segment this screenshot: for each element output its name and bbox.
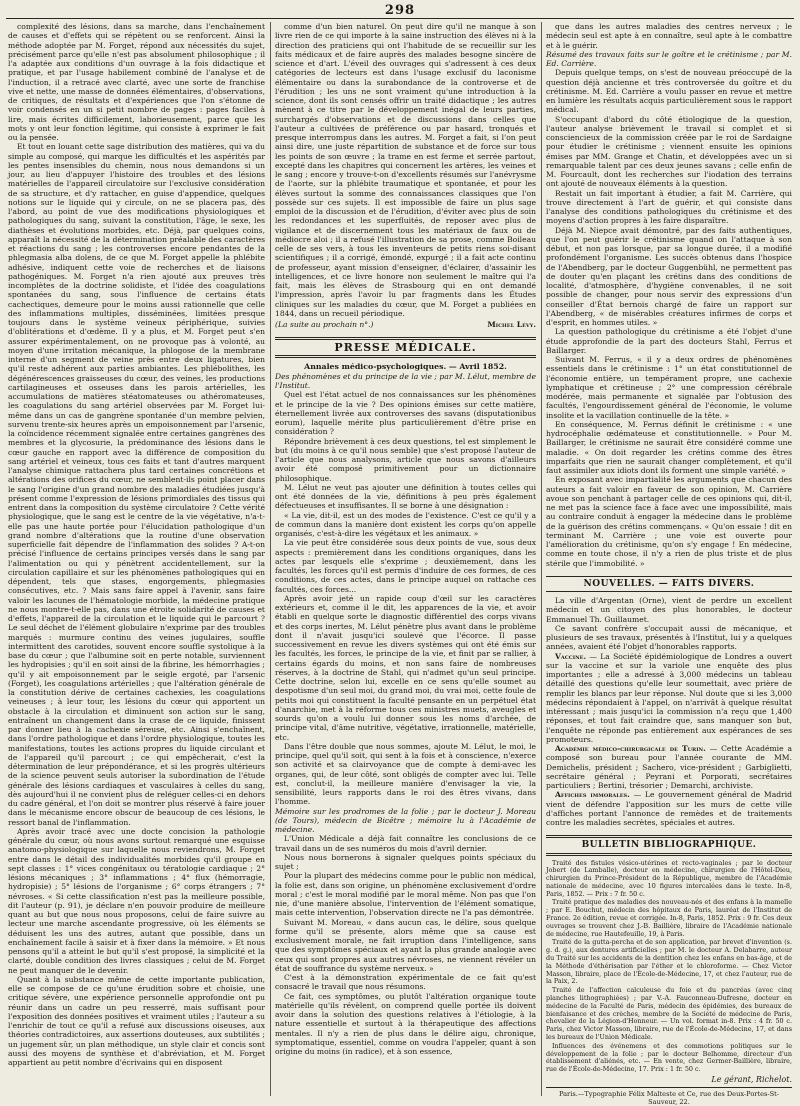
section-title-presse: PRESSE MÉDICALE. xyxy=(275,337,536,357)
paragraph: que dans les autres maladies des centres nerveux ; le médecin seul est apte à en connaître, seul apte à le combattre et à le guérir. xyxy=(546,22,792,50)
news-heading: Académie médico-chirurgicale de Turin. xyxy=(555,744,706,753)
column-divider xyxy=(270,22,271,1096)
news-text: — Cette Académie a composé son bureau pour l'année courante de MM. Demichelis, président ; Sachero, vice-président ; Garbiglietti, secrétaire général ; Peyrani et Porporati, secrétaires particuliers ; Bertini, trésorier ; Demarchi, archiviste. xyxy=(546,744,792,790)
paragraph: Ce fait, ces symptômes, ou plutôt l'altération organique toute matérielle qu'ils révèlent, on comprend quelle portée ils doivent avoir dans la solution des questions relatives à l'étiologie, à la nature essentielle et surtout à la thérapeutique des affections mentales. Il n'y a rien de plus dans le délire aigu, chronique, symptomatique, essentiel, comme on voudra l'appeler, quant à son origine du moins (in radice), et à son essence, xyxy=(275,991,536,1056)
news-item-affiches xyxy=(546,790,792,827)
news-text: — La Société épidémiologique de Londres a ouvert sur la vaccine et sur la variole une enquête des plus importantes ; elle a adressé à 3,000 médecins un tableau détaillé des questions qu'elle leur soumettait, avec prière de remplir les blancs par leur réponse. Nul doute que si les 3,000 médecins répondaient à l'appel, on n'arrivât à quelque résultat intéressant ; mais jusqu'ici la commission n'a reçu que 1,400 réponses, et tout fait craindre que, sans manquer son but, l'enquête ne réponde pas entièrement aux espérances de ses promoteurs. xyxy=(546,651,792,744)
paragraph: complexité des lésions, dans sa marche, dans l'enchaînement de causes et d'effets qui se répètent ou se renforcent. Ainsi la méthode adoptée par M. Forget, répond aux nécessités du sujet, précisément parce qu'elle n'est pas absolument philosophique ; il l'a adaptée aux conditions d'un ouvrage à la fois didactique et pratique, et par l'usage habilement combiné de l'analyse et de l'induction, il a retracé avec clarté, avec une sorte de franchise vive et nette, une masse de données élémentaires, d'observations, de critiques, de résultats et d'expériences que l'on s'étonne de voir condensés en un si petit nombre de pages : pages faciles à lire, mais écrites difficilement, laborieusement, parce que les mots y ont leur fonction légitime, qui consiste à exprimer le fait ou la pensée. xyxy=(8,22,265,142)
news-heading: Affiches immorales. xyxy=(555,790,630,800)
author-signature: Michel Lévy. xyxy=(487,320,536,329)
paragraph: Et tout en louant cette sage distribution des matières, qui va du simple au composé, qui marque les difficultés et les aspérités par les pentes insensibles du chemin, nous nous demandons si un jour, au lieu d'appuyer l'histoire des troubles et des lésions matérielles de l'appareil circulatoire sur l'exclusive considération de sa structure, et d'y rattacher, en guise d'appendice, quelques notions sur le liquide qui y circule, on ne se placera pas, dès l'abord, au point de vue des modifications physiologiques et pathologiques du sang, suivant la constitution, l'âge, le sexe, les diathèses et évolutions morbides, etc. Déjà, par quelques coins, apparaît la nécessité de la détermination préalable des caractères et réactions du sang ; les controverses encore pendantes de la phlegmasia alba dolens, de ce que M. Forget appelle la phlébite adhésive, indiquent cette voie de recherches et de liaisons pathogéniques. M. Forget n'a rien ajouté aux preuves très incomplètes de la doctrine solidiste, et l'idée des coagulations spontanées du sang, sous l'influence de certains états cachectiques, demeure pour le moins aussi rationnelle que celle des inflammations multiples, disséminées, limitées presque toujours dans le système veineux périphérique, suivies d'oblitérations et d'œdème. Il y a plus, et M. Forget peut s'en assurer expérimentalement, on ne provoque pas à volonté, au moyen d'une irritation mécanique, la phlogose de la membrane interne d'un segment de veine près entre deux ligatures, bien qu'il reste adhérent aux parties ambiantes. Les phlébolithes, les dégénérescences graisseuses du cœur, des veines, les productions cartilagineuses et osseuses dans les parois artérielles, les accumulations de matières stéatomateuses ou athéromateuses, les coagulations du sang artériel observées par M. Forget lui-même dans un cas de gangrène spontanée d'un membre pelvien, survenu trente-six heures après un empoisonnement par l'arsenic, la coïncidence récemment signalée entre certaines gangrènes des membres et la glycosurie, la prédominance des lésions dans le cœur gauche en rapport avec la différence de composition du sang artériel et veineux, tous ces faits et tant d'autres marquent l'analyse chimique rattachera plus tard certaines concrétions et altérations des orifices du cœur, ne semblent-ils point placer dans le sang l'origine d'un grand nombre des maladies étudiées jusqu'à présent comme l'expression de lésions primordiales des tissus qui entrent dans la composition du système circulatoire ? Cette vérité physiologique, que le sang est le centre de la vie végétative, n'a-t-elle pas une haute portée pour l'élucidation pathologique d'un grand nombre d'altérations que la routine d'une observation superficielle fait dépendre de l'inflammation des solides ? A-t-on précisé l'influence de certains principes versés dans le sang par l'alimentation ou qui y pénètrent accidentellement, sur la circulation capillaire et sur les phénomènes pathologiques qui en dépendent, tels que stases, engorgements, phlegmasies consécutives, etc. ? Mais sans faire appel à l'avenir, sans faire valoir les lacunes de l'hématologie morbide, la médecine pratique ne nous montre-t-elle pas, dans une étroite solidarité de causes et d'effets, l'appareil de la circulation et le liquide qui le parcourt ? Le seul déchet de l'élément globulaire n'exprime par des troubles marqués : murmure continu des veines jugulaires, souffle intermittent des carotides, souvent encore souffle systolique à la base du cœur ; que l'albumine soit en perte notable, surviennent les hydropisies ; qu'il en soit ainsi de la fibrine, les hémorrhagies ; qu'il y ait empoisonnement par le seigle ergoté, par l'arsenic (Forget), les coagulations artérielles ; que l'altération générale de la constitution dérive de certaines cachexies, les coagulations veineuses ; à leur tour, les lésions du cœur qui apportent un obstacle à la circulation et diminuent son action sur le sang, entraînent un changement dans la crase de ce liquide, finissent par donner lieu à la cachexie séreuse, etc. Ainsi s'enchaînent, dans l'ordre pathologique et dans l'ordre physiologique, toutes les manifestations, toutes les actions propres du liquide circulant et de l'appareil qu'il parcourt ; ce qui empêcherait, c'est la détermination de leur prépondérance, et si les progrès ultérieurs de la science peuvent seuls autoriser la subordination de l'étude générale des lésions cardiaques et vasculaires à celles du sang, dès aujourd'hui il ne convient plus de reléguer celles-ci en dehors du cadre général, et l'on doit se montrer plus réservé à faire jouer dans le mécanisme encore obscur de beaucoup de ces lésions, le ressort banal de l'inflammation. xyxy=(8,142,265,827)
bibliography-list xyxy=(546,860,792,1075)
paragraph: Ce savant confrère s'occupait aussi de mécanique, et plusieurs de ses travaux, présentés à l'Institut, lui y a quelques années, avaient été l'objet d'honorables rapports. xyxy=(546,623,792,652)
bibliography-entry: Traité des fistules vésico-utérines et recto-vaginales ; par le docteur Jobert (de Lamballe), docteur en médecine, chirurgien de l'Hôtel-Dieu, chirurgien du Prince-Président de la République, membre de l'Académie nationale de médecine, avec 10 figures intercalées dans le texte. In-8, Paris, 1852. — Prix : 7 fr. 50 c. xyxy=(546,858,792,898)
paragraph: Quant à la substance même de cette importante publication, elle se compose de ce qu'une érudition sobre et choisie, une critique sévère, une expérience personnelle approfondie ont pu réunir dans un cadre un peu resserré, mais suffisant pour l'exposition des données positives et vraiment utiles ; l'auteur a su l'enrichir de tout ce qu'il a refusé aux discussions oiseuses, aux théories contradictoires, aux assertions douteuses, aux subtilités ; un jugement sûr, un plan méthodique, un style clair et concis sont aussi des moyens de synthèse et d'abréviation, et M. Forget appartient au petit nombre d'écrivains qui en disposent xyxy=(8,974,265,1067)
news-heading: Vaccine. xyxy=(555,651,587,661)
bibliography-entry: Traité de la gutta-percha et de son application, par brevet d'invention (s. g. d. g.), aux dentures artificielles ; par M. le docteur A. Delabarre, auteur du Traité sur les accidents de la dentition chez les enfans en bas-âge, et de la Méthode d'éthérisation par l'éther et le chloroforme. — Chez Victor Masson, libraire, place de l'École-de-Médecine, 17, et chez l'auteur, rue de la Paix, 2. xyxy=(546,938,792,986)
paragraph: Depuis quelque temps, on s'est de nouveau préoccupé de la question déjà ancienne et très controversée du goître et du crétinisme. M. Ed. Carrière a voulu passer en revue et mettre en lumière les résultats acquis particulièrement sous le rapport médical. xyxy=(546,68,792,115)
printer-imprint: Paris.—Typographie Félix Malteste et Ce, rue des Deux-Portes-St-Sauveur, 22. xyxy=(558,1090,780,1106)
quotation: « La vie, dit-il, est un des modes de l'existence. C'est ce qu'il y a de commun dans la manière dont existent les corps qu'on appelle organisés, c'est-à-dire les végétaux et les animaux. » xyxy=(275,510,536,538)
news-text: — Le gouvernement général de Madrid vient de défendre l'apposition sur les murs de cette ville d'affiches portant l'annonce de remèdes et de traitements contre les maladies secrètes, spéciales et autres. xyxy=(546,790,793,827)
paragraph: Suivant M. Moreau, « dans aucun cas, le délire, sous quelque forme qu'il se présente, alors même que sa cause est exclusivement morale, ne fait irruption dans l'intelligence, sans que des symptômes spéciaux et ayant la plus grande analogie avec ceux qui sont propres aux autres névroses, ne viennent révéler un état de souffrance du système nerveux. » xyxy=(275,917,536,973)
signature-line xyxy=(275,320,536,329)
paragraph: Pour la plupart des médecins comme pour le public non médical, la folie est, dans son origine, un phénomène exclusivement d'ordre moral ; c'est le moral modifié par le moral même. Non pas que l'on nie, d'une manière absolue, l'intervention de l'élément somatique, mais cette intervention, l'observation directe ne l'a pas démontrée. xyxy=(275,871,536,918)
section-title-nouvelles: NOUVELLES. — FAITS DIVERS. xyxy=(546,576,792,592)
article-title: Résumé des travaux faits sur le goître et le crétinisme ; par M. Ed. Carrière. xyxy=(546,49,792,68)
column-3 xyxy=(546,22,793,1106)
gerant-signature: Le gérant, Richelot. xyxy=(711,1075,792,1085)
paragraph: En conséquence, M. Ferrus définit le crétinisme : « une hydrocéphalie œdémateuse et constitutionnelle. » Pour M. Baillarger, le crétinisme ne saurait être considéré comme une maladie. « On doit regarder les crétins comme des êtres imparfaits que rien ne saurait changer complètement, et qu'il faut assimiler aux idiots dont ils forment une simple variété. » xyxy=(546,419,792,475)
news-item-academie xyxy=(546,744,792,790)
column-1 xyxy=(8,22,265,1096)
continuation-note: (La suite au prochain n°.) xyxy=(275,320,374,329)
header-rule xyxy=(6,18,794,19)
paragraph: La question pathologique du crétinisme a été l'objet d'une étude approfondie de la part des docteurs Stahl, Ferrus et Baillarger. xyxy=(546,327,792,355)
column-divider xyxy=(541,22,542,1096)
article-title: Des phénomènes et du principe de la vie ; par M. Lélut, membre de l'Institut. xyxy=(275,371,536,390)
page-number: 298 xyxy=(384,3,416,18)
paragraph: Dans l'être double que nous sommes, ajoute M. Lélut, le moi, le principe, quel qu'il soit, qui sent à la fois et à conscience, n'exerce son activité et sa clairvoyance que de compte à demi-avec les organes, qui, de leur côté, sont obligés de compter avec lui. Telle est, conclut-il, la meilleure manière d'envisager la vie, la sensibilité, leurs rapports dans le roi des êtres vivans, dans l'homme. xyxy=(275,741,536,807)
bibliography-entry: Influences des événemens et des commotions politiques sur le développement de la folie ; par le docteur Belhomme, directeur d'un établissement d'aliénés, etc. — En vente, chez Germer-Baillière, libraire, rue de l'École-de-Médecine, 17. Prix : 1 fr. 50 c. xyxy=(546,1041,792,1074)
paragraph: Répondre brièvement à ces deux questions, tel est simplement le but (du moins à ce qu'il nous semble) que s'est proposé l'auteur de l'article que nous analysons, article que nous savons d'ailleurs avoir été composé primitivement pour un dictionnaire philosophique. xyxy=(275,436,536,483)
paragraph: Suivant M. Ferrus, « il y a deux ordres de phénomènes essentiels dans le crétinisme : 1° un état constitutionnel de l'économie entière, un tempérament propre, une cachexie lymphatique et crétineuse ; 2° une compression cérébrale modérée, mais permanente et signalée par l'obtusion des facultés, l'engourdissement général de l'économie, le volume insolite et la vacillation continuelle de la tête. » xyxy=(546,355,792,420)
paragraph: Restait un fait important à étudier, a fait M. Carrière, qui trouve directement à l'art de guérir, et qui consiste dans l'analyse des conditions pathologiques du crétinisme et des moyens d'action propres à les faire disparaître. xyxy=(546,188,792,226)
news-item-vaccine xyxy=(546,652,792,745)
paragraph: Après avoir tracé avec une docte concision la pathologie générale du cœur, où nous avons surtout remarqué une esquisse anatomo-physiologique sur laquelle nous reviendrons, M. Forget entre dans le détail des individualités morbides qu'il groupe en sept classes : 1° vices congénitaux ou tératologie cardiaque ; 2° lésions mécaniques ; 3° inflammations ; 4° flux (hémorragie, hydropisie) ; 5° lésions de l'organisme ; 6° corps étrangers ; 7° névroses. « Si cette classification n'est pas la meilleure possible, dit l'auteur (p. 91), je déclare n'en pouvoir produire de meilleure quant au but que nous nous proposons, celui de faire suivre au lecteur une marche ascendante progressive, où les éléments se déduisent les uns des autres, autant que possible, dans un enchaînement facile à saisir et à fixer dans la mémoire. » Et nous pensons qu'il a atteint le but qu'il s'est proposé, la simplicité et la clarté, double condition des livres classiques ; celui de M. Forget ne peut manquer de le devenir. xyxy=(8,826,265,975)
paragraph: M. Lélut ne veut pas ajouter une définition à toutes celles qui ont été données de la vie, définitions à peu près également défectueuses et insuffisantes. Il se borne à une désignation : xyxy=(275,482,536,511)
paragraph: L'Union Médicale a déjà fait connaître les conclusions de ce travail dans un de ses numéros du mois d'avril dernier. xyxy=(275,834,536,853)
section-title-bulletin: BULLETIN BIBLIOGRAPHIQUE. xyxy=(546,835,792,855)
journal-subheading: Annales médico-psychologiques. — Avril 1852. xyxy=(304,361,507,371)
column-2 xyxy=(275,22,536,1096)
article-title: Mémoire sur les prodromes de la folie ; par le docteur J. Moreau (de Tours), médecin de Bicêtre ; mémoire lu à l'Académie de médecine. xyxy=(275,806,536,834)
paragraph: Nous nous bornerons à signaler quelques points spéciaux du sujet ; xyxy=(275,852,536,871)
paragraph: Quel est l'état actuel de nos connaissances sur les phénomènes et le principe de la vie ? Des opinions émises sur cette matière, éternellement livrée aux controverses des savans (disputationibus eorum), laquelle mérite plus particulièrement d'être prise en considération ? xyxy=(275,390,536,437)
paragraph: C'est à la démonstration expérimentale de ce fait qu'est consacré le travail que nous résumons. xyxy=(275,973,536,992)
paragraph: Déjà M. Niepce avait démontré, par des faits authentiques, que l'on peut guérir le crétinisme quand on l'attaque à son début, et non pas lorsque, par sa longue durée, il a modifié profondément l'organisme. Les succès obtenus dans l'hospice de l'Abendberg, par le docteur Guggenbühl, ne permettent pas de douter qu'en plaçant les crétins dans des conditions de localité, d'atmosphère, d'hygiène convenables, il ne soit possible de changer, pour nous servir des expressions d'un conseiller d'État bernois chargé de faire un rapport sur l'Abendberg, « de misérables créatures infirmes de corps et d'esprit, en hommes utiles. » xyxy=(546,225,792,327)
footer-rule xyxy=(546,1087,792,1088)
paragraph: Après avoir jeté un rapide coup d'œil sur les caractères extérieurs et, comme il le dit, les apparences de la vie, et avoir établi en quelque sorte le diagnostic différentiel des corps vivans et des corps inertes, M. Lélut pénètre plus avant dans le problème dont il n'avait jusqu'ici soulevé que l'écorce. Il passe successivement en revue les divers systèmes qui ont été émis sur les facultés, les forces, le principe de la vie, et finit par se rallier, à certains égards du moins, et non sans faire de nombreuses réserves, à la doctrine de Stahl, qui n'admet qu'un seul principe. Cette doctrine, selon lui, excelle en ce sens qu'elle soumet au despotisme d'un seul moi, du grand moi, du vrai moi, cette foule de petits moi qui constituent la faculté pensante en un perpétuel état d'anarchie, met à la réforme tous ces ministres muets, aveugles et sourds qu'on a voulu lui donner sous les noms d'archée, de principe vital, d'âme nutritive, végétative, irrationnelle, matérielle, etc. xyxy=(275,593,536,742)
paragraph: S'occupant d'abord du côté étiologique de la question, l'auteur analyse brièvement le travail si complet et si consciencieux de la commission créée par le roi de Sardaigne pour étudier le crétinisme ; viennent ensuite les opinions émises par MM. Grange et Chatin, et développées avec un si remarquable talent par ces deux jeunes savans ; celle enfin de M. Fourcault, dont les recherches sur l'iodation des terrains ont ajouté de nouveaux éléments à la question. xyxy=(546,114,792,189)
paragraph: comme d'un bien naturel. On peut dire qu'il ne manque à son livre rien de ce qui importe à la saine instruction des élèves ni à la direction des praticiens qui ont l'habitude de se recueillir sur les faits médicaux et de faire auprès des malades besogne sincère de science et d'art. L'éveil des ouvrages qui s'adressent à ces deux catégories de lecteurs est dans l'usage exclusif du laconisme élémentaire ou dans la surabondance de la controverse et de l'érudition ; les uns ne sont vraiment qu'une introduction à la science, dont ils sont censés offrir un traité didactique ; les autres mènent à ce titre par le développement inégal de leurs parties, surchargés d'observations et de discussions dans celles que l'auteur a cultivées de préférence ou par hasard, tronqués et presque interrompus dans les autres. M. Forget a fait, si l'on peut ainsi dire, une juste répartition de substance et de force sur tous les points de son œuvre ; la trame en est ferme et serrée partout, excepté dans les chapitres qui concernent les artères, les veines et le sang ; encore y trouve-t-on d'excellents résumés sur l'anévrysme de l'aorte, sur la phlébite traumatique et spontanée, et pour les élèves surtout la somme des connaissances classiques que l'on possède sur ces sujets. Il est impossible de faire un plus sage emploi de la discussion et de l'érudition, d'éviter avec plus de soin les redondances et les superfluités, de reposer avec plus de vigilance et de discernement tous les matériaux de faux ou de médiocre aloi ; il a refusé l'illustration de sa prose, comme Boileau celle de ses vers, à tous les inventeurs de petits riens soi-disant scientifiques ; il a corrigé, émondé, expurgé ; il a fait acte continu de professeur, ayant mission d'enseigner, d'éclairer, d'assainir les intelligences, et ce livre honore non seulement le maître qui l'a fait, mais les élèves de Strasbourg qui en ont demandé l'impression, après l'avoir lu par fragments dans les Études cliniques sur les maladies du cœur, que M. Forget a publiées en 1844, dans un recueil périodique. xyxy=(275,22,536,318)
paragraph: En exposant avec impartialité les arguments que chacun des auteurs a fait valoir en faveur de son opinion, M. Carrière avoue son penchant à partager celle de ces opinions qui, dit-il, ne met pas la science face à face avec une impossibilité, mais au contraire conduit à engager la médecine dans le problème de la guérison des crétins commençans. « Qu'on essaie ! dit en terminant M. Carrière ; une voie est ouverte pour l'amélioration du crétinisme, qu'on s'y engage ! En médecine, comme en toute chose, il n'y a rien de plus triste et de plus stérile que l'immobilité. » xyxy=(546,475,792,568)
paragraph: La ville d'Argentan (Orne), vient de perdre un excellent médecin et un citoyen des plus honorables, le docteur Emmanuel Th. Guillaumet. xyxy=(546,596,792,624)
paragraph: La vie peut être considérée sous deux points de vue, sous deux aspects : premièrement dans les conditions organiques, dans les actes par lesquels elle s'exprime ; deuxièmement, dans les facultés, les forces qu'il est permis d'induire de ces formes, de ces conditions, de ces actes, dans le principe auquel on rattache ces facultés, ces forces... xyxy=(275,538,536,594)
bibliography-entry: Traité pratique des maladies des nouveau-nés et des enfans à la mamelle ; par E. Bouchut, médecin des hôpitaux de Paris, lauréat de l'Institut de France. 2e édition, revue et corrigée. In-8, Paris, 1852. Prix : 9 fr. Ces deux ouvrages se trouvent chez J.-B. Baillière, libraire de l'Académie nationale de médecine, rue Hautefeuille, 19, à Paris. xyxy=(546,898,792,938)
bibliography-entry: Traité de l'affection calculeuse du foie et du pancréas (avec cinq planches lithographiées) ; par V.-A. Fauconneau-Dufresne, docteur en médecine de la Faculté de Paris, médecin des épidémies, des bureaux de bienfaisance et des crèches, membre de la Société de médecine de Paris, chevalier de la Légion-d'Honneur. — Un vol. format in-8. Prix : 4 fr. 50 c. Paris, chez Victor Masson, libraire, rue de l'École-de-Médecine, 17, et dans les bureaux de l'Union Médicale. xyxy=(546,986,792,1042)
